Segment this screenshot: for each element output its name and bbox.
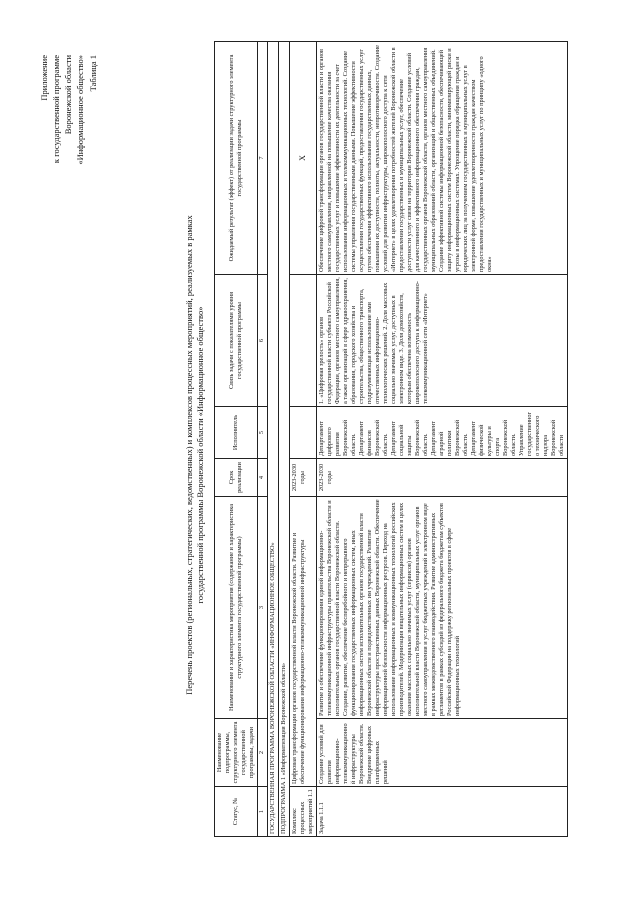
title-line-2: государственной программы Воронежской области «Информационное общество» (195, 306, 205, 604)
task-description: Развитие и обеспечение функционирования единой информационно-телекоммуникационной инфраструктуры правительства Воронежской области и исполнительных органов государственной власти Воронежской области. Создание, развитие, обеспечение бесперебойного и непрерывного функционирования государственных информационных систем, иных информационных систем исполнительных органов государственной власти Воронежской области и подведомственных им учреждений. Развитие инфраструктуры пространственных данных Воронежской области. Обеспечение информационной безопасности информационных ресурсов. Переход на использование информационных и коммуникационных технологий российских производителей. Модернизация вещательных информационных систем в целях оказания массовых социально значимых услуг (сервисов) органов исполнительной власти Воронежской области, муниципальных услуг органов местного самоуправления и услуг бюджетных учреждений в электронном виде в рамках межведомственного взаимодействия. Развитие административных регламентов в рамках субсидий из федерального бюджета бюджетам субъектов Российской Федерации на поддержку региональных проектов в сфере информационных технологий (317, 497, 568, 719)
table-number: Таблица 1 (88, 55, 98, 92)
task-term: 2023-2030 годы (317, 459, 568, 497)
complex-row (290, 42, 317, 837)
complex-result: X (290, 42, 317, 275)
annex-line: Приложение (39, 55, 49, 101)
column-number: 4 (258, 459, 268, 497)
header-executor: Исполнитель (215, 407, 258, 459)
complex-executor-empty (290, 407, 317, 459)
column-number: 5 (258, 407, 268, 459)
column-number: 7 (258, 42, 268, 275)
subprogram-row (279, 42, 290, 837)
task-status: Задача 1.1.1 (317, 787, 568, 837)
annex-line: Воронежской области (63, 55, 73, 135)
complex-status: Комплекс процессных мероприятий 1.1 (290, 787, 317, 837)
task-expected-result: Обеспечение цифровой трансформации органов государственной власти и органов местного самоуправления, направленной на повышение качества оказания государственных услуг и повышение эффективности их деятельности за счет использования информационных и телекоммуникационных технологий. Создание системы управления государственными данными. Повышение эффективности осуществления государственных функций, предоставления государственных услуг путем обеспечения эффективного использования государственных данных, повышения их доступности, полноты, актуальности, непротиворечивости. Создание условий для развития инфраструктуры, широкополосного доступа к сети «Интернет» в целях удовлетворения потребностей жителей Воронежской области в предоставлении государственных и муниципальных услуг, обеспечение доступности услуг связи на территории Воронежской области. Создание условий для качественного и эффективного информационного обеспечения граждан, государственных органов Воронежской области, органов местного самоуправления муниципальных образований области, организаций и общественных объединений. Создание эффективной системы информационной безопасности, обеспечивающей защиту информационных систем Воронежской области, минимизирующей риски и угрозы в информационных системах. Упрощение порядка обращения граждан и юридических лиц за получением государственных и муниципальных услуг в электронной форме, повышение удовлетворенности граждан качеством предоставления государственных и муниципальных услуг по принципу «одного окна» (317, 42, 568, 275)
annex-line: к государственной программе (51, 55, 61, 164)
header-result: Ожидаемый результат (эффект) от реализации задачи структурного элемента государственной программы (215, 42, 258, 275)
column-number: 3 (258, 497, 268, 719)
column-number: 6 (258, 275, 268, 407)
header-status: Статус, № (215, 787, 258, 837)
program-row (268, 42, 279, 837)
document-title (184, 145, 206, 765)
task-name: Создание условий для развития информационно-телекоммуникационной инфраструктуры Воронежской области. Внедрение цифровых платформенных решений (317, 719, 568, 787)
complex-link-empty (290, 275, 317, 407)
column-number: 2 (258, 719, 268, 787)
task-indicators-link: 1. «Цифровая зрелость» органов государственной власти субъекта Российской Федерации, органов местного самоуправления, а также организаций в сфере здравоохранения, образования, городского хозяйства и строительства, общественного транспорта, подразумевающая использование ими отечественных информационно-технологических решений. 2. Доля массовых социально значимых услуг, доступных в электронном виде. 3. Доля домохозяйств, которым обеспечена возможность широкополосного доступа к информационно-телекоммуникационной сети «Интернет» (317, 275, 568, 407)
task-executor: Департамент цифрового развития Воронежской области. Департамент финансов Воронежской области. Департамент социальной защиты Воронежской области. Департамент аграрной политики Воронежской области. Департамент физической культуры и спорта Воронежской области. Управление государственного технического надзора Воронежской области (317, 407, 568, 459)
header-term: Срок реализации (215, 459, 258, 497)
program-title: ГОСУДАРСТВЕННАЯ ПРОГРАММА ВОРОНЕЖСКОЙ ОБЛАСТИ «ИНФОРМАЦИОННОЕ ОБЩЕСТВО» (268, 42, 279, 837)
column-numbers-row (258, 42, 268, 837)
complex-term: 2023-2030 годы (290, 459, 317, 497)
header-name: Наименование подпрограммы, структурного элемента государственной программы, задачи (215, 719, 258, 787)
complex-name: Цифровая трансформация органов государственной власти Воронежской области. Развитие и обеспечение функционирования информационно-телекоммуникационной инфраструктуры (290, 497, 317, 787)
task-row (317, 42, 568, 837)
annex-line: «Информационное общество» (75, 55, 85, 165)
column-number: 1 (258, 787, 268, 837)
subprogram-title: ПОДПРОГРАММА 1 «Информатизация Воронежской области» (279, 42, 290, 837)
measures-table (214, 41, 568, 837)
title-line-1: Перечень проектов (региональных, стратегических, ведомственных) и комплексов процессных мероприятий, реализуемых в рамках (184, 215, 194, 695)
header-link: Связь задачи с показателями уровня государственной программы (215, 275, 258, 407)
header-description: Наименование и характеристика мероприятия (содержание и характеристика структурного элемента государственной программы) (215, 497, 258, 719)
annex-header (38, 55, 86, 315)
